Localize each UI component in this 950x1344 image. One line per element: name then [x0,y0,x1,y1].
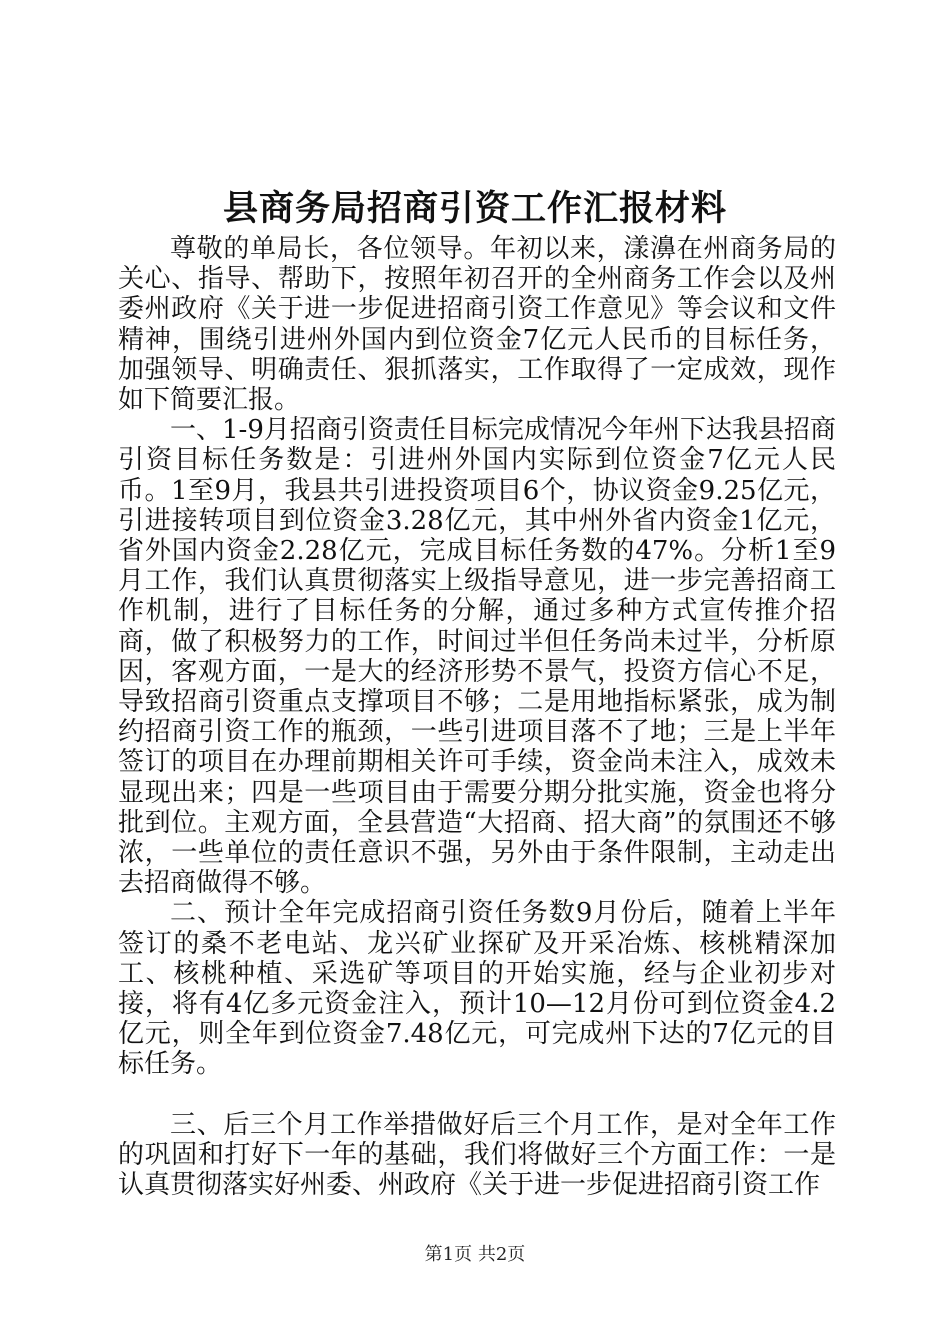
paragraph-intro: 尊敬的单局长，各位领导。年初以来，漾濞在州商务局的关心、指导、帮助下，按照年初召开的全州商务工作会以及州委州政府《关于进一步促进招商引资工作意见》等会议和文件精神，围绕引进州外国内到位资金7亿元人民币的目标任务，加强领导、明确责任、狠抓落实，工作取得了一定成效，现作如下简要汇报。 [118,234,836,416]
paragraph-section-1: 一、1-9月招商引资责任目标完成情况今年州下达我县招商引资目标任务数是：引进州外国内实际到位资金7亿元人民币。1至9月，我县共引进投资项目6个，协议资金9.25亿元，引进接转项目到位资金3.28亿元，其中州外省内资金1亿元，省外国内资金2.28亿元，完成目标任务数的47%。分析1至9月工作，我们认真贯彻落实上级指导意见，进一步完善招商工作机制，进行了目标任务的分解，通过多种方式宣传推介招商，做了积极努力的工作，时间过半但任务尚未过半，分析原因，客观方面，一是大的经济形势不景气，投资方信心不足，导致招商引资重点支撑项目不够；二是用地指标紧张，成为制约招商引资工作的瓶颈，一些引进项目落不了地；三是上半年签订的项目在办理前期相关许可手续，资金尚未注入，成效未显现出来；四是一些项目由于需要分期分批实施，资金也将分批到位。主观方面，全县营造“大招商、招大商”的氛围还不够浓，一些单位的责任意识不强，另外由于条件限制，主动走出去招商做得不够。 [118,415,836,899]
page-footer: 第1页 共2页 [424,1244,526,1265]
document-title: 县商务局招商引资工作汇报材料 [222,188,727,229]
document-body [118,234,836,1200]
paragraph-section-3: 三、后三个月工作举措做好后三个月工作，是对全年工作的巩固和打好下一年的基础，我们将做好三个方面工作：一是认真贯彻落实好州委、州政府《关于进一步促进招商引资工作 [118,1109,836,1201]
paragraph-section-2: 二、预计全年完成招商引资任务数9月份后，随着上半年签订的桑不老电站、龙兴矿业探矿及开采冶炼、核桃精深加工、核桃种植、采选矿等项目的开始实施，经与企业初步对接，将有4亿多元资金注入，预计10—12月份可到位资金4.2亿元，则全年到位资金7.48亿元，可完成州下达的7亿元的目标任务。 [118,898,836,1080]
